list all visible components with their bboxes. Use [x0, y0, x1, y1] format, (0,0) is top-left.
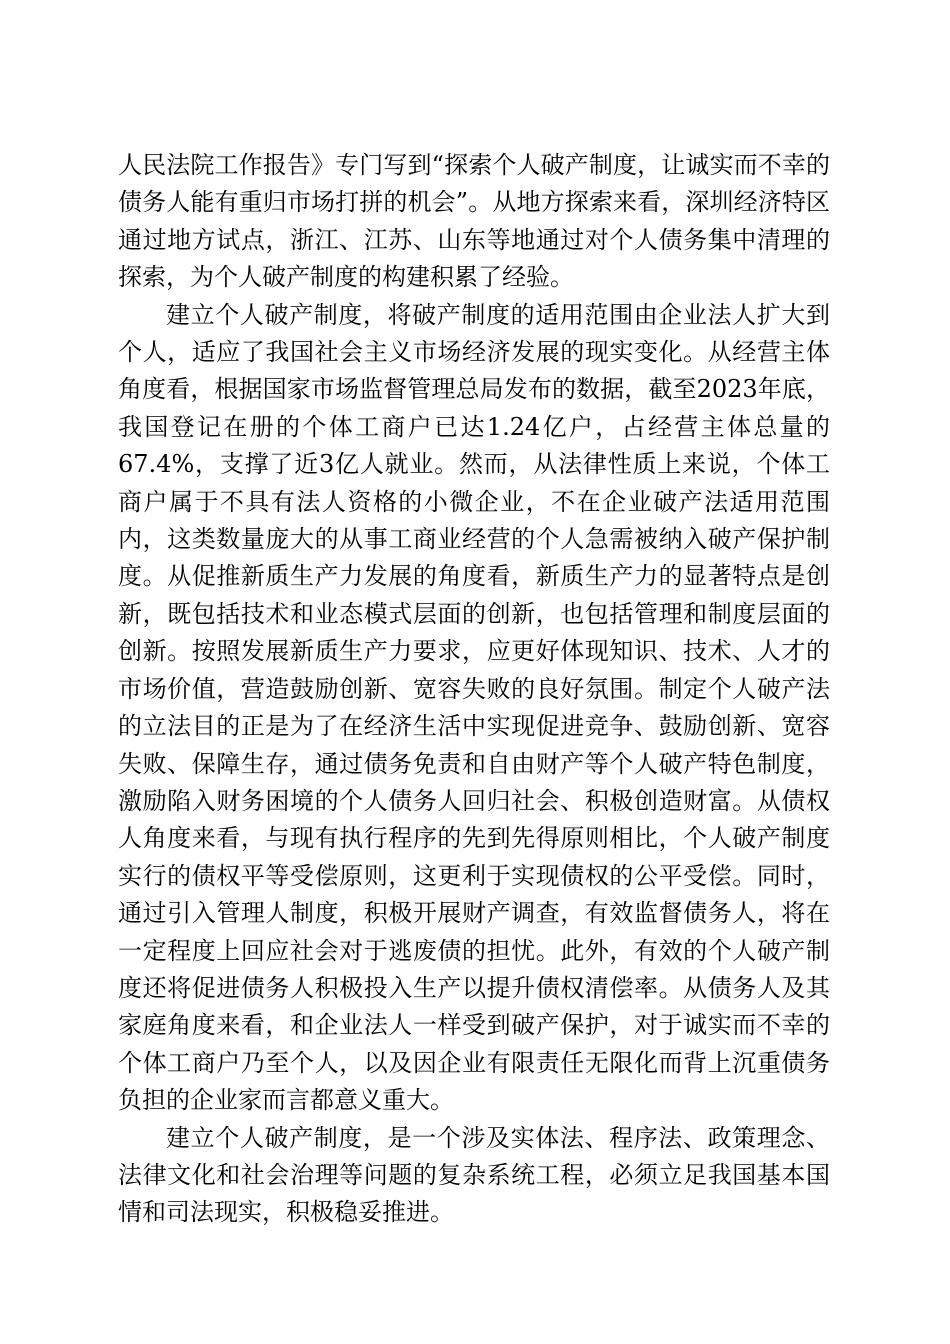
body-text [118, 147, 830, 1232]
paragraph-conclusion: 建立个人破产制度，是一个涉及实体法、程序法、政策理念、法律文化和社会治理等问题的复杂系统工程，必须立足我国基本国情和司法现实，积极稳妥推进。 [118, 1123, 830, 1227]
paragraph-personal-bankruptcy-benefits: 建立个人破产制度，将破产制度的适用范围由企业法人扩大到个人，适应了我国社会主义市场经济发展的现实变化。从经营主体角度看，根据国家市场监督管理总局发布的数据，截至2023年底，我国登记在册的个体工商户已达1.24亿户，占经营主体总量的67.4%，支撑了近3亿人就业。然而，从法律性质上来说，个体工商户属于不具有法人资格的小微企业，不在企业破产法适用范围内，这类数量庞大的从事工商业经营的个人急需被纳入破产保护制度。从促推新质生产力发展的角度看，新质生产力的显著特点是创新，既包括技术和业态模式层面的创新，也包括管理和制度层面的创新。按照发展新质生产力要求，应更好体现知识、技术、人才的市场价值，营造鼓励创新、宽容失败的良好氛围。制定个人破产法的立法目的正是为了在经济生活中实现促进竞争、鼓励创新、宽容失败、保障生存，通过债务免责和自由财产等个人破产特色制度，激励陷入财务困境的个人债务人回归社会、积极创造财富。从债权人角度来看，与现有执行程序的先到先得原则相比，个人破产制度实行的债权平等受偿原则，这更利于实现债权的公平受偿。同时，通过引入管理人制度，积极开展财产调查，有效监督债务人，将在一定程度上回应社会对于逃废债的担忧。此外，有效的个人破产制度还将促进债务人积极投入生产以提升债权清偿率。从债务人及其家庭角度来看，和企业法人一样受到破产保护，对于诚实而不幸的个体工商户乃至个人，以及因企业有限责任无限化而背上沉重债务负担的企业家而言都意义重大。 [118, 300, 830, 1115]
paragraph-continuation: 人民法院工作报告》专门写到“探索个人破产制度，让诚实而不幸的债务人能有重归市场打拼的机会”。从地方探索来看，深圳经济特区通过地方试点，浙江、江苏、山东等地通过对个人债务集中清理的探索，为个人破产制度的构建积累了经验。 [118, 151, 830, 292]
